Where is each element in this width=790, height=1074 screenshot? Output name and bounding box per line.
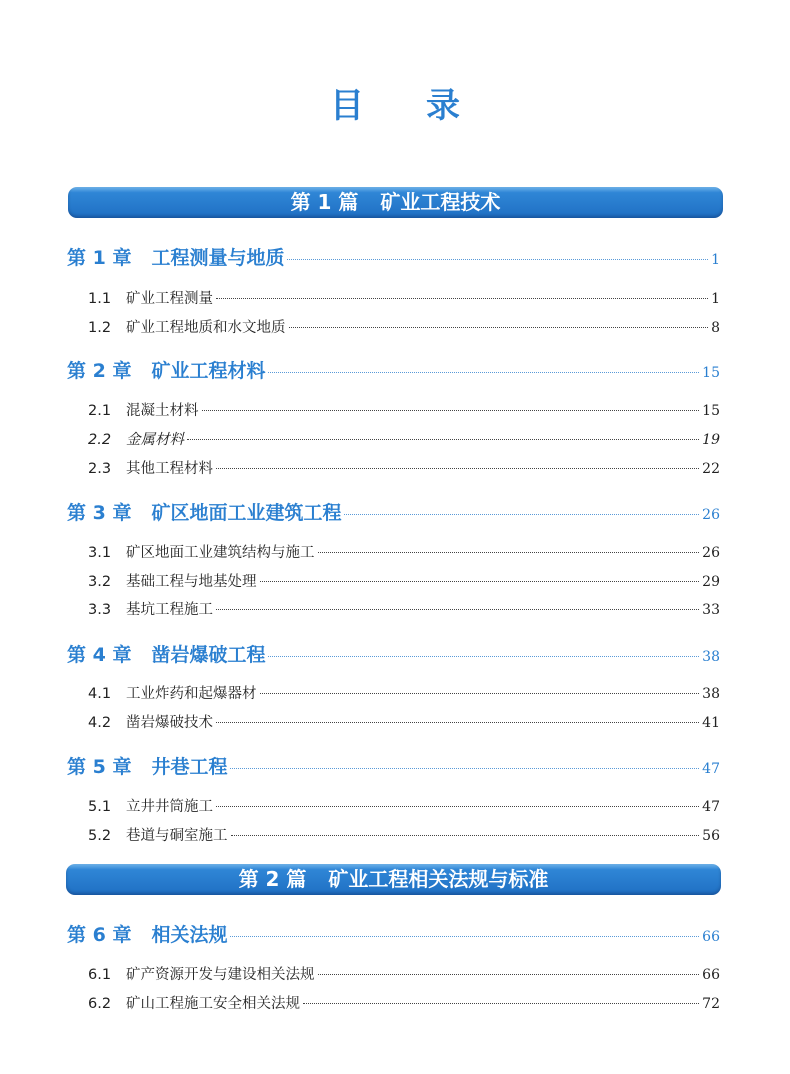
section-number: 3.1 (88, 545, 112, 561)
section-title: 矿产资源开发与建设相关法规 (126, 967, 315, 983)
dot-leader (230, 936, 699, 937)
chapter-number: 第 3 章 (67, 502, 132, 524)
page-number: 47 (702, 799, 720, 815)
dot-leader (216, 468, 699, 469)
toc-section[interactable] (88, 287, 720, 308)
page-number: 1 (711, 291, 720, 307)
page-number: 26 (702, 507, 720, 523)
section-title: 基础工程与地基处理 (126, 574, 257, 590)
section-title: 工业炸药和起爆器材 (126, 686, 257, 702)
chapter-title: 工程测量与地质 (151, 247, 285, 269)
part-title: 矿业工程相关法规与标准 (328, 867, 549, 891)
dot-leader (216, 806, 699, 807)
dot-leader (344, 514, 699, 515)
chapter-number: 第 1 章 (67, 247, 132, 269)
toc-section[interactable] (88, 428, 720, 449)
page-number: 66 (702, 929, 720, 945)
toc-section[interactable] (88, 541, 720, 562)
part-title: 矿业工程技术 (380, 190, 501, 214)
page-number: 15 (702, 365, 720, 381)
toc-section[interactable] (88, 316, 720, 337)
section-number: 2.2 (88, 432, 112, 448)
toc-section[interactable] (88, 598, 720, 619)
chapter-title: 相关法规 (151, 924, 228, 946)
section-number: 2.3 (88, 461, 112, 477)
dot-leader (231, 835, 700, 836)
page-number: 19 (702, 432, 720, 448)
toc-chapter[interactable] (67, 752, 720, 779)
section-number: 1.2 (88, 320, 112, 336)
section-title: 矿业工程测量 (126, 291, 213, 307)
chapter-number: 第 4 章 (67, 644, 132, 666)
dot-leader (260, 581, 700, 582)
toc-section[interactable] (88, 399, 720, 420)
page-number: 38 (702, 686, 720, 702)
section-number: 6.1 (88, 967, 112, 983)
dot-leader (216, 298, 708, 299)
dot-leader (187, 439, 699, 440)
dot-leader (216, 722, 699, 723)
section-title: 立井井筒施工 (126, 799, 213, 815)
section-number: 3.3 (88, 602, 112, 618)
chapter-title: 矿业工程材料 (151, 360, 266, 382)
page-number: 26 (702, 545, 720, 561)
page-number: 33 (702, 602, 720, 618)
dot-leader (289, 327, 709, 328)
page-number: 8 (711, 320, 720, 336)
section-number: 3.2 (88, 574, 112, 590)
section-number: 6.2 (88, 996, 112, 1012)
dot-leader (268, 656, 699, 657)
page-number: 1 (711, 252, 720, 268)
section-title: 矿业工程地质和水文地质 (126, 320, 286, 336)
page-title: 目录 (330, 86, 522, 126)
toc-chapter[interactable] (67, 640, 720, 667)
chapter-title: 凿岩爆破工程 (151, 644, 266, 666)
toc-chapter[interactable] (67, 243, 720, 270)
dot-leader (287, 259, 708, 260)
page-number: 56 (702, 828, 720, 844)
dot-leader (268, 372, 699, 373)
page-number: 41 (702, 715, 720, 731)
dot-leader (260, 693, 700, 694)
section-number: 5.2 (88, 828, 112, 844)
section-title: 基坑工程施工 (126, 602, 213, 618)
section-number: 2.1 (88, 403, 112, 419)
section-title: 混凝土材料 (126, 403, 199, 419)
page-number: 22 (702, 461, 720, 477)
part-label: 第 1 篇 (290, 190, 359, 214)
section-number: 1.1 (88, 291, 112, 307)
page-number: 29 (702, 574, 720, 590)
page-number: 72 (702, 996, 720, 1012)
toc-section[interactable] (88, 795, 720, 816)
toc-section[interactable] (88, 963, 720, 984)
dot-leader (303, 1003, 699, 1004)
toc-section[interactable] (88, 457, 720, 478)
part-label: 第 2 篇 (238, 867, 307, 891)
toc-section[interactable] (88, 992, 720, 1013)
dot-leader (318, 552, 700, 553)
section-number: 4.1 (88, 686, 112, 702)
toc-chapter[interactable] (67, 498, 720, 525)
section-number: 4.2 (88, 715, 112, 731)
section-title: 矿区地面工业建筑结构与施工 (126, 545, 315, 561)
page-number: 66 (702, 967, 720, 983)
page-number: 38 (702, 649, 720, 665)
toc-section[interactable] (88, 711, 720, 732)
toc-section[interactable] (88, 570, 720, 591)
dot-leader (318, 974, 700, 975)
chapter-title: 矿区地面工业建筑工程 (151, 502, 342, 524)
chapter-number: 第 6 章 (67, 924, 132, 946)
toc-section[interactable] (88, 824, 720, 845)
section-title: 凿岩爆破技术 (126, 715, 213, 731)
section-title: 矿山工程施工安全相关法规 (126, 996, 300, 1012)
toc-chapter[interactable] (67, 920, 720, 947)
chapter-title: 井巷工程 (151, 756, 228, 778)
dot-leader (230, 768, 699, 769)
chapter-number: 第 2 章 (67, 360, 132, 382)
page-number: 15 (702, 403, 720, 419)
part-banner (66, 864, 721, 895)
section-number: 5.1 (88, 799, 112, 815)
chapter-number: 第 5 章 (67, 756, 132, 778)
part-banner (68, 187, 723, 218)
dot-leader (216, 609, 699, 610)
toc-chapter[interactable] (67, 356, 720, 383)
section-title: 巷道与硐室施工 (126, 828, 228, 844)
section-title: 其他工程材料 (126, 461, 213, 477)
dot-leader (202, 410, 700, 411)
section-title: 金属材料 (126, 432, 184, 448)
page-number: 47 (702, 761, 720, 777)
toc-section[interactable] (88, 682, 720, 703)
